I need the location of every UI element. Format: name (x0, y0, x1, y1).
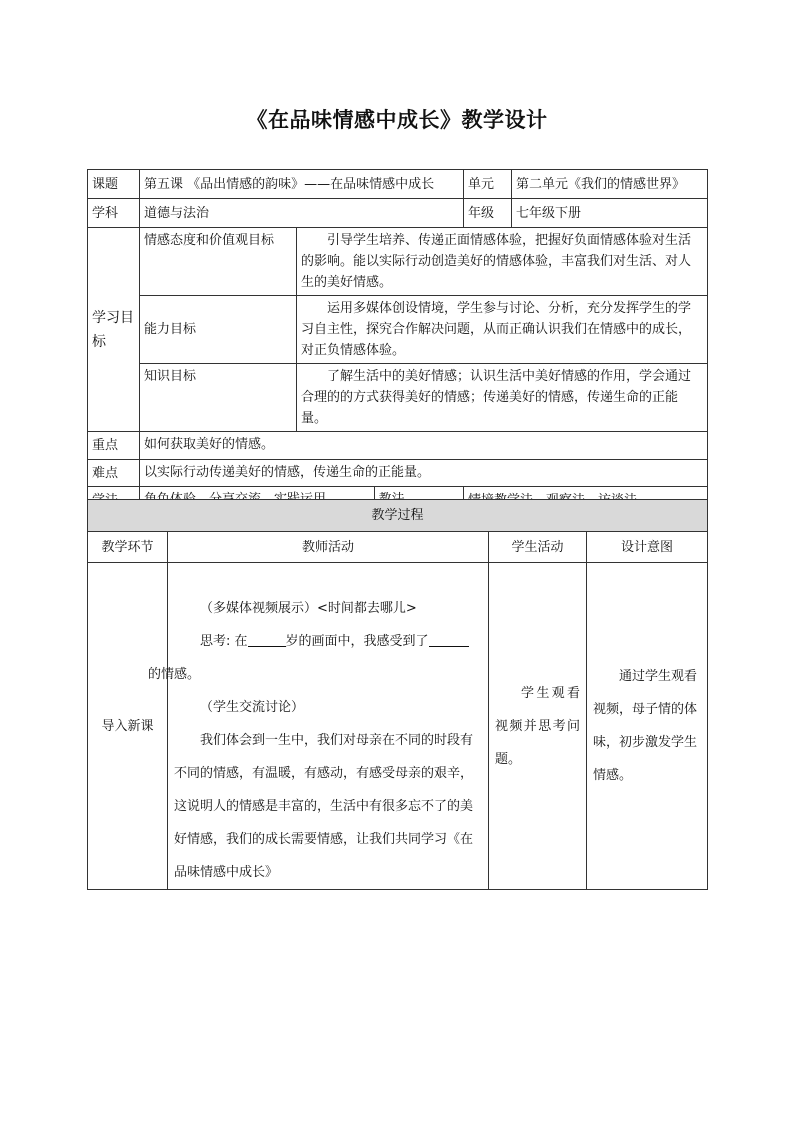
grade-label: 年级 (464, 199, 512, 228)
header-teacher: 教师活动 (168, 532, 489, 563)
section-title: 教学过程 (88, 500, 708, 532)
answer-blank-feeling (429, 630, 469, 647)
teacher-activity (148, 563, 489, 890)
difficulty-text: 以实际行动传递美好的情感，传递生命的正能量。 (140, 460, 708, 487)
unit-label: 单元 (464, 170, 512, 199)
header-intent: 设计意图 (587, 532, 708, 563)
goal-emotion-label: 情感态度和价值观目标 (140, 228, 297, 296)
goals-label: 学习目标 (88, 228, 140, 432)
document-title: 《在品味情感中成长》教学设计 (246, 108, 548, 132)
stage-name: 导入新课 (88, 563, 168, 890)
goal-emotion-text: 引导学生培养、传递正面情感体验，把握好负面情感体验对生活的影响。能以实际行动创造美好的情感体验，丰富我们对生活、对人生的美好情感。 (297, 228, 708, 296)
answer-blank-age (248, 630, 286, 647)
design-intent: 通过学生观看视频，母子情的体味，初步激发学生情感。 (587, 563, 708, 890)
goal-ability-text: 运用多媒体创设情境，学生参与讨论、分析，充分发挥学生的学习自主性，探究合作解决问题，从而正确认识我们在情感中的成长，对正负情感体验。 (297, 296, 708, 364)
lesson-label: 课题 (88, 170, 140, 199)
teacher-video-line: （多媒体视频展示）<时间都去哪儿> (200, 601, 417, 616)
student-activity: 学生观看视频并思考问题。 (489, 563, 587, 890)
difficulty-label: 难点 (88, 460, 140, 487)
goal-ability-label: 能力目标 (140, 296, 297, 364)
unit-value: 第二单元《我们的情感世界》 (512, 170, 708, 199)
header-student: 学生活动 (489, 532, 587, 563)
subject-value: 道德与法治 (140, 199, 464, 228)
teacher-discussion-line: （学生交流讨论） (200, 700, 305, 715)
subject-label: 学科 (88, 199, 140, 228)
lesson-value: 第五课 《品出情感的韵味》——在品味情感中成长 (140, 170, 464, 199)
goal-knowledge-label: 知识目标 (140, 364, 297, 432)
teacher-summary: 我们体会到一生中，我们对母亲在不同的时段有不同的情感，有温暖，有感动，有感受母亲的艰辛，这说明人的情感是丰富的，生活中有很多忘不了的美好情感，我们的成长需要情感，让我们共同学习《在品味情感中成长》 (174, 733, 474, 880)
teaching-process-table (87, 499, 708, 890)
key-point-text: 如何获取美好的情感。 (140, 432, 708, 460)
grade-value: 七年级下册 (512, 199, 708, 228)
teacher-question: 思考: 在 岁的画面中，我感受到了 的情感。 (174, 625, 482, 691)
key-point-label: 重点 (88, 432, 140, 460)
lesson-info-table (87, 169, 708, 515)
header-stage: 教学环节 (88, 532, 168, 563)
goal-knowledge-text: 了解生活中的美好情感；认识生活中美好情感的作用，学会通过合理的的方式获得美好的情感；传递美好的情感，传递生命的正能量。 (297, 364, 708, 432)
